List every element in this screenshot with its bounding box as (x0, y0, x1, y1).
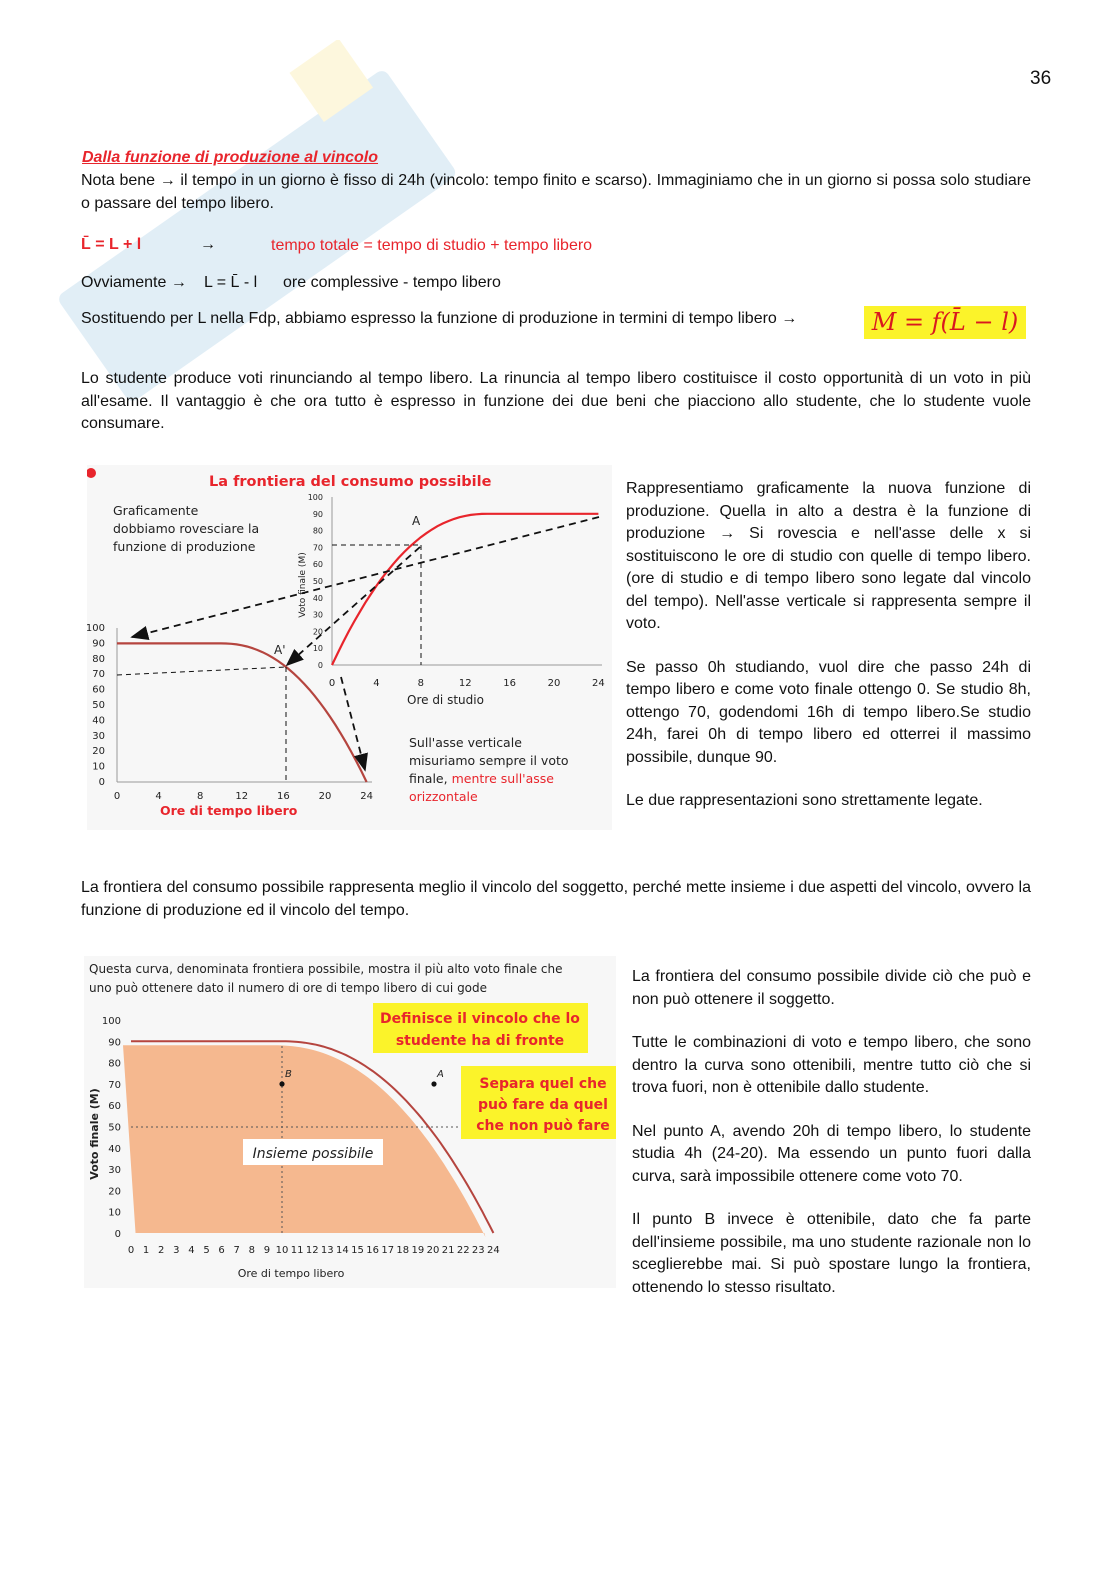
fig1-text-p3: Le due rappresentazioni sono strettamente legate. (626, 792, 983, 809)
formula-arrow: → (200, 236, 216, 253)
bullet-icon (87, 468, 96, 478)
formula-total-time (81, 236, 141, 254)
fig2-xtick: 22 (456, 1245, 470, 1256)
intro-paragraph: Nota bene → il tempo in un giorno è fisso di 24h (vincolo: tempo finito e scarso). Immaginiamo che in un giorno si possa solo studiare o passare del tempo libero. (81, 172, 1031, 212)
fig2-ytick: 50 (108, 1122, 121, 1134)
small-ytick: 20 (312, 627, 323, 637)
point-a-prime-hline (117, 667, 286, 675)
box1-line2: studente ha di fronte (395, 1033, 565, 1049)
fig2-xtick: 21 (441, 1245, 455, 1256)
box2-line1: Separa quel che (479, 1076, 607, 1092)
point-b-marker (279, 1081, 284, 1086)
point-a-marker (431, 1081, 436, 1086)
fig2-xtick: 10 (275, 1245, 289, 1256)
fig2-xtick: 2 (158, 1245, 165, 1256)
big-xtick: 4 (155, 791, 162, 802)
fig2-xtick: 1 (142, 1245, 150, 1256)
small-ytick: 30 (312, 610, 323, 620)
small-ytick: 70 (312, 543, 323, 553)
point-a-prime-label: A' (274, 643, 286, 657)
big-xtick: 8 (197, 791, 204, 802)
fig1-note2-line1: Sull'asse verticale (409, 735, 522, 750)
fig2-xtick: 13 (320, 1245, 334, 1256)
section-title: Dalla funzione di produzione al vincolo (82, 149, 379, 166)
fig2-caption-line2: uno può ottenere dato il numero di ore di tempo libero di cui gode (89, 981, 488, 995)
big-ytick: 100 (87, 623, 105, 634)
small-xtick: 24 (592, 678, 605, 689)
small-ytick: 80 (312, 526, 323, 536)
box1-line1: Definisce il vincolo che lo (380, 1011, 580, 1027)
small-xtick: 8 (417, 678, 424, 689)
fig2-text-p1: La frontiera del consumo possibile divide ciò che può e non può ottenere il soggetto. (632, 968, 1031, 1008)
fig2-xtick: 8 (248, 1245, 255, 1256)
fig2-ytick: 60 (108, 1101, 121, 1113)
big-ytick: 10 (92, 761, 105, 773)
fig2-xtick: 12 (305, 1245, 319, 1256)
frontier-curve (117, 643, 367, 782)
fig2-ytick: 40 (108, 1143, 121, 1155)
small-xtick: 20 (547, 678, 561, 689)
fig2-xtick: 15 (351, 1245, 364, 1256)
fig1-note1-line3: funzione di produzione (113, 539, 256, 554)
fig2-xtick: 19 (411, 1245, 425, 1256)
big-ytick: 30 (92, 730, 105, 742)
small-xtick: 4 (373, 678, 380, 689)
small-ylabel: Voto finale (M) (298, 552, 308, 618)
big-ytick: 80 (92, 653, 105, 665)
fig2-ylabel: Voto finale (M) (88, 1088, 101, 1180)
fig2-text-p3: Nel punto A, avendo 20h di tempo libero, lo studente studia 4h (24-20). Ma essendo un punto fuori dalla curva, sarà impossibile ottenere come voto 70. (632, 1122, 1031, 1185)
fig1-text-p2: Se passo 0h studiando, vuol dire che passo 24h di tempo libero e come voto finale ottengo 0. Se studio 8h, ottengo 70, godendomi 16h di tempo libero.Se studio 24h, farei 0h di tempo libero ed otterrei il massimo possibile, dunque 90. (626, 658, 1031, 766)
figure-consumption-frontier (87, 465, 612, 830)
fig2-xtick: 14 (336, 1245, 349, 1256)
fig2-caption-line1: Questa curva, denominata frontiera possibile, mostra il più alto voto finale che (89, 962, 563, 976)
fig2-text-p4: Il punto B invece è ottenibile, dato che fa parte dell'insieme possibile, ma uno studente razionale non lo sceglierebbe mai. Si può spostare lungo la frontiera, ottenendo lo stesso risultato. (632, 1211, 1031, 1296)
small-ytick: 60 (312, 560, 323, 570)
formula-box: M = f(L̄ − l) (864, 306, 1026, 339)
box2-line3: che non può fare (476, 1118, 610, 1134)
opportunity-cost-paragraph: Lo studente produce voti rinunciando al tempo libero. La rinuncia al tempo libero costituisce il costo opportunità di un voto in più all'esame. Il vantaggio è che ora tutto è espresso in funzione dei due beni che piacciono allo studente, che lo studente vuole consumare. (81, 370, 1031, 432)
formula-study-desc: ore complessive - tempo libero (283, 274, 501, 291)
page-number: 36 (1030, 68, 1052, 89)
point-b-label: B (285, 1069, 292, 1080)
big-chart (87, 623, 373, 818)
big-xtick: 12 (235, 791, 249, 802)
fig2-xtick: 20 (426, 1245, 440, 1256)
fig2-xlabel: Ore di tempo libero (237, 1267, 345, 1280)
big-xtick: 16 (277, 791, 290, 802)
big-ytick: 50 (92, 700, 105, 711)
small-ytick: 100 (307, 493, 323, 502)
box2-line2: può fare da quel (478, 1097, 608, 1113)
fig1-text-p1: Rappresentiamo graficamente la nuova funzione di produzione. Quella in alto a destra è la funzione di produzione → Si rovescia e nell'asse delle x si sostituiscono le ore di studio con quelle di tempo libero. (ore di studio e di tempo libero sono legate dal vincolo del tempo). Nell'asse verticale si rappresenta sempre il voto. (626, 480, 1031, 632)
small-ytick: 50 (312, 577, 323, 586)
small-xlabel: Ore di studio (407, 693, 484, 707)
fig2-xtick: 7 (233, 1245, 240, 1256)
fig2-xtick: 9 (263, 1245, 271, 1256)
fig2-ytick: 0 (114, 1229, 121, 1240)
fig2-ytick: 10 (108, 1207, 121, 1219)
point-a2-label: A (437, 1069, 444, 1080)
figure-feasible-set (84, 956, 616, 1288)
fig2-explanation (632, 966, 1031, 1299)
fig1-note2-line3: finale, mentre sull'asse (409, 771, 554, 786)
region-label: Insieme possibile (252, 1146, 374, 1162)
fig1-note2-line2: misuriamo sempre il voto (409, 753, 569, 768)
formula-study-eq: L = L̄ - l (204, 274, 258, 291)
small-xtick: 16 (503, 678, 516, 689)
fig2-text-p2: Tutte le combinazioni di voto e tempo libero, che sono dentro la curva sono ottenibili, mentre tutto ciò che si trova fuori, non è ottenibile dallo studente. (632, 1034, 1031, 1096)
fig1-note1-line1: Graficamente (113, 503, 199, 518)
big-xtick: 20 (318, 791, 332, 802)
big-ytick: 20 (92, 746, 105, 758)
big-ytick: 40 (92, 715, 105, 727)
fig1-note2-line4: orizzontale (409, 789, 478, 804)
frontier-summary-paragraph: La frontiera del consumo possibile rappresenta meglio il vincolo del soggetto, perché mette insieme i due aspetti del vincolo, ovvero la funzione di produzione ed il vincolo del tempo. (81, 879, 1031, 919)
fig2-xtick: 6 (218, 1245, 225, 1256)
fig2-ytick: 30 (108, 1165, 121, 1177)
fig2-ytick: 100 (101, 1016, 121, 1027)
big-xtick: 0 (113, 791, 121, 802)
fig1-note1-line2: dobbiamo rovesciare la (113, 521, 260, 536)
small-ytick: 0 (317, 661, 323, 670)
fig2-xtick: 4 (188, 1245, 195, 1256)
fig2-xtick: 17 (381, 1245, 395, 1256)
big-ytick: 90 (92, 638, 105, 650)
fig1-title: La frontiera del consumo possibile (209, 474, 492, 490)
fig2-ytick: 90 (108, 1037, 121, 1049)
small-ytick: 90 (312, 509, 323, 519)
big-xlabel: Ore di tempo libero (160, 803, 298, 818)
fig2-xtick: 24 (487, 1245, 500, 1256)
fig2-xtick: 18 (396, 1245, 410, 1256)
big-ytick: 0 (98, 777, 105, 788)
small-xtick: 12 (458, 678, 472, 689)
formula-study-label: Ovviamente → (81, 274, 187, 291)
substitution-sentence: Sostituendo per L nella Fdp, abbiamo espresso la funzione di produzione in termini di tempo libero → (81, 310, 798, 327)
small-chart (298, 493, 605, 707)
big-ytick: 70 (92, 669, 105, 681)
fig2-ytick: 20 (108, 1186, 121, 1198)
fig1-explanation (626, 478, 1031, 813)
figure2-svg (84, 956, 616, 1288)
big-ytick: 60 (92, 684, 105, 696)
fig2-xtick: 11 (290, 1245, 304, 1256)
fig2-xtick: 16 (366, 1245, 379, 1256)
fig2-xtick: 23 (471, 1245, 485, 1256)
big-xtick: 24 (360, 791, 373, 802)
small-ytick: 10 (312, 644, 323, 654)
fig2-ytick: 70 (108, 1079, 121, 1091)
fig2-xtick: 0 (127, 1245, 135, 1256)
formula-total-left: L̄ = L + l (81, 236, 142, 253)
small-ytick: 40 (312, 593, 323, 603)
formula-total-right: tempo totale = tempo di studio + tempo libero (271, 237, 593, 254)
figure1-svg (87, 465, 612, 830)
fig2-ytick: 80 (108, 1058, 121, 1070)
fig2-xtick: 5 (203, 1245, 210, 1256)
small-xtick: 0 (328, 678, 336, 689)
fig2-xtick: 3 (173, 1245, 180, 1256)
point-a-label: A (412, 514, 421, 528)
